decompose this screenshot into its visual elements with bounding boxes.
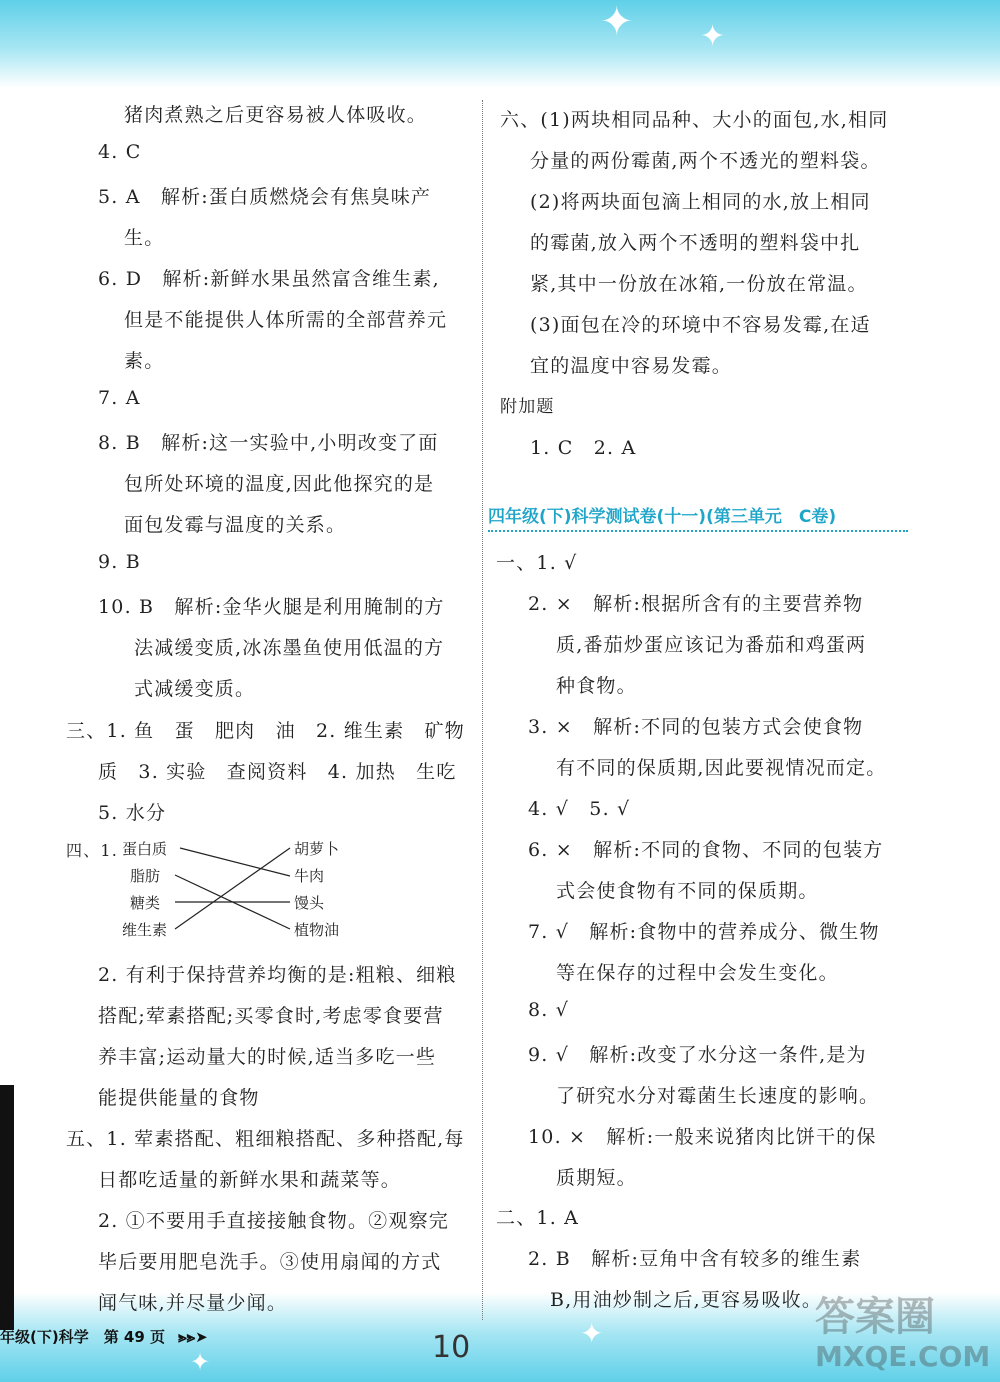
sparkle-icon: ✦ <box>700 19 726 54</box>
answer-line: 5. A 解析:蛋白质燃烧会有焦臭味产 <box>98 186 432 208</box>
answer-line: 8. √ <box>528 999 570 1021</box>
answer-line: 闻气味,并尽量少闻。 <box>98 1292 288 1314</box>
match-left-item: 蛋白质 <box>122 840 168 858</box>
answer-line: 种食物。 <box>556 675 637 697</box>
answer-line: 能提供能量的食物 <box>98 1087 260 1109</box>
answer-line: 有不同的保质期,因此要视情况而定。 <box>556 757 887 779</box>
answer-line: 搭配;荤素搭配;买零食时,考虑零食要营 <box>98 1005 444 1027</box>
match-left-item: 维生素 <box>122 921 168 939</box>
match-line <box>175 848 290 929</box>
answer-line: 5. 水分 <box>98 802 167 824</box>
answer-line: 素。 <box>124 350 165 372</box>
answer-line: 10. B 解析:金华火腿是利用腌制的方 <box>98 596 445 618</box>
answer-line: 紧,其中一份放在冰箱,一份放在常温。 <box>530 273 868 295</box>
answer-line: 五、1. 荤素搭配、粗细粮搭配、多种搭配,每 <box>66 1128 465 1150</box>
arrow-icon: ⪢⪢➤ <box>178 1328 208 1346</box>
answer-line: 生。 <box>124 227 165 249</box>
match-lines <box>0 0 480 960</box>
match-right-item: 牛肉 <box>294 867 325 885</box>
answer-line: 7. √ 解析:食物中的营养成分、微生物 <box>528 921 880 943</box>
answer-line: 养丰富;运动量大的时候,适当多吃一些 <box>98 1046 437 1068</box>
answer-line: 2. × 解析:根据所含有的主要营养物 <box>528 593 864 615</box>
answer-line: 猪肉煮熟之后更容易被人体吸收。 <box>124 104 428 126</box>
answer-line: 法减缓变质,冰冻墨鱼使用低温的方 <box>134 637 445 659</box>
answer-line: 4. √ 5. √ <box>528 798 631 820</box>
answer-line: 9. B <box>98 551 141 573</box>
answer-line: 但是不能提供人体所需的全部营养元 <box>124 309 448 331</box>
handwritten-page-number: 10 <box>432 1330 471 1365</box>
answer-line: 式会使食物有不同的保质期。 <box>556 880 819 902</box>
answer-line: 6. D 解析:新鲜水果虽然富含维生素, <box>98 268 440 290</box>
answer-line: 四、1. <box>66 841 119 860</box>
match-right-item: 植物油 <box>294 921 340 939</box>
answer-line: (3)面包在冷的环境中不容易发霉,在适 <box>530 314 871 336</box>
answer-line: B,用油炒制之后,更容易吸收。 <box>550 1289 823 1311</box>
section-title: 四年级(下)科学测试卷(十一)(第三单元 C卷) <box>488 502 908 532</box>
match-right-item: 馒头 <box>294 894 325 912</box>
answer-line: 质 3. 实验 查阅资料 4. 加热 生吃 <box>98 761 457 783</box>
sparkle-icon: ✦ <box>600 0 634 45</box>
answer-line: 9. √ 解析:改变了水分这一条件,是为 <box>528 1044 867 1066</box>
answer-line: 3. × 解析:不同的包装方式会使食物 <box>528 716 864 738</box>
answer-line: 了研究水分对霉菌生长速度的影响。 <box>556 1085 880 1107</box>
answer-line: 式减缓变质。 <box>134 678 256 700</box>
answer-line: 日都吃适量的新鲜水果和蔬菜等。 <box>98 1169 402 1191</box>
answer-line: 六、(1)两块相同品种、大小的面包,水,相同 <box>500 109 889 131</box>
match-left-item: 脂肪 <box>130 867 161 885</box>
answer-line: 2. B 解析:豆角中含有较多的维生素 <box>528 1248 862 1270</box>
answer-line: 等在保存的过程中会发生变化。 <box>556 962 839 984</box>
sparkle-icon: ✦ <box>190 1348 211 1376</box>
answer-line: 面包发霉与温度的关系。 <box>124 514 347 536</box>
watermark-url: MXQE.COM <box>815 1340 991 1373</box>
page-edge-bar <box>0 1085 14 1330</box>
answer-line: 质期短。 <box>556 1167 637 1189</box>
answer-line: 7. A <box>98 387 141 409</box>
match-left-item: 糖类 <box>130 894 161 912</box>
answer-line: 8. B 解析:这一实验中,小明改变了面 <box>98 432 439 454</box>
match-line <box>180 848 290 876</box>
sparkle-icon: ✦ <box>580 1317 604 1350</box>
watermark-logo: 答案圈 <box>815 1294 935 1340</box>
answer-line: 10. × 解析:一般来说猪肉比饼干的保 <box>528 1126 877 1148</box>
answer-line: 三、1. 鱼 蛋 肥肉 油 2. 维生素 矿物 <box>66 720 465 742</box>
footer-page-label <box>0 1326 208 1356</box>
column-divider <box>482 100 483 1320</box>
answer-line: 的霉菌,放入两个不透明的塑料袋中扎 <box>530 232 861 254</box>
answer-line: 2. 有利于保持营养均衡的是:粗粮、细粮 <box>98 964 457 986</box>
answer-line: (2)将两块面包滴上相同的水,放上相同 <box>530 191 871 213</box>
match-right-item: 胡萝卜 <box>294 840 340 858</box>
bonus-heading: 附加题 <box>500 397 555 417</box>
answer-line: 二、1. A <box>496 1207 580 1229</box>
answer-line: 2. ①不要用手直接接触食物。②观察完 <box>98 1210 449 1232</box>
answer-line: 宜的温度中容易发霉。 <box>530 355 733 377</box>
answer-line: 包所处环境的温度,因此他探究的是 <box>124 473 435 495</box>
answer-line: 1. C 2. A <box>530 437 637 459</box>
answer-line: 分量的两份霉菌,两个不透光的塑料袋。 <box>530 150 881 172</box>
answer-line: 一、1. √ <box>496 552 578 574</box>
answer-line: 4. C <box>98 141 142 163</box>
answer-line: 6. × 解析:不同的食物、不同的包装方 <box>528 839 884 861</box>
answer-line: 毕后要用肥皂洗手。③使用扇闻的方式 <box>98 1251 442 1273</box>
answer-line: 质,番茄炒蛋应该记为番茄和鸡蛋两 <box>556 634 867 656</box>
footer-label: 年级(下)科学 第 49 页 <box>0 1328 166 1346</box>
